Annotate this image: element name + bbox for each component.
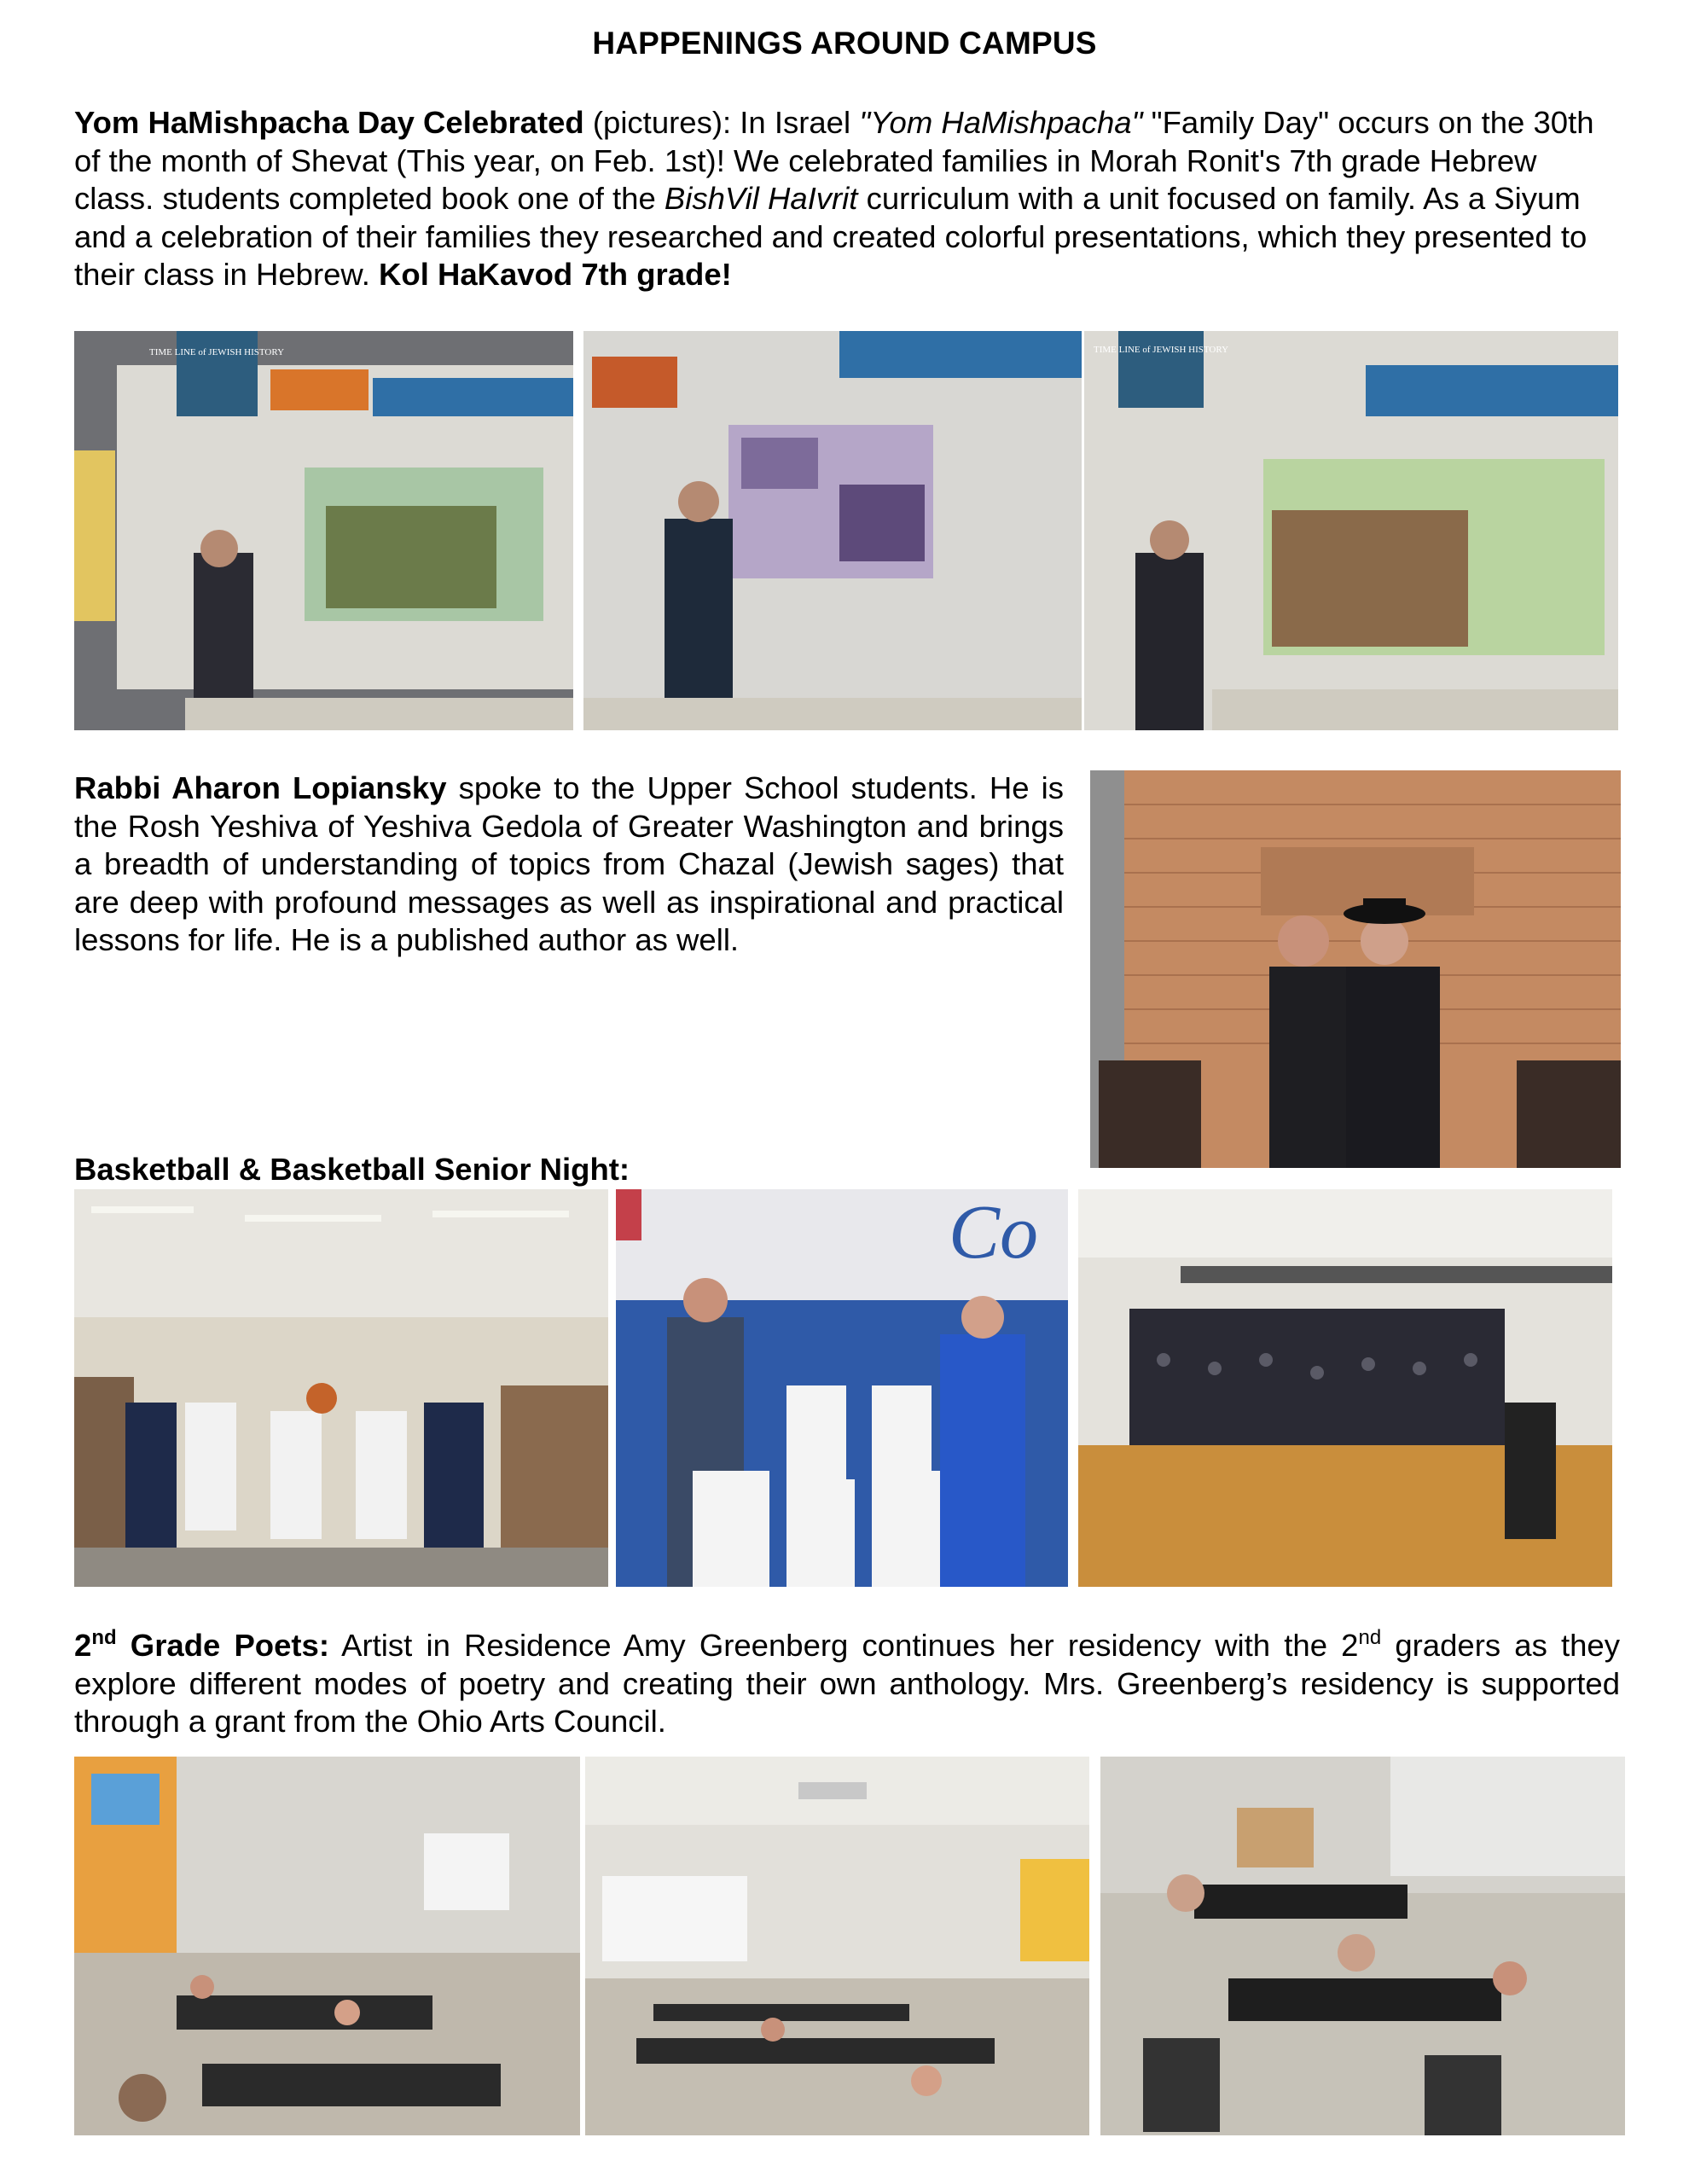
poets-paragraph: 2nd Grade Poets: Artist in Residence Amy Greenberg continues her residency with the 2nd graders as they explore different modes of poetry and creating their own anthology. Mrs. Greenberg’s residency is supported through a grant from the Ohio Arts Council. <box>74 1626 1620 1739</box>
family-day-heading: Yom HaMishpacha Day Celebrated <box>74 105 584 140</box>
gym-crowd-photo <box>1078 1189 1612 1587</box>
classroom-photo-1 <box>74 331 573 730</box>
poets-photo-1 <box>74 1757 580 2135</box>
rabbi-name: Rabbi Aharon Lopiansky <box>74 770 447 805</box>
poets-photo-2 <box>585 1757 1089 2135</box>
poets-photo-3 <box>1100 1757 1625 2135</box>
family-day-paragraph: Yom HaMishpacha Day Celebrated (pictures): In Israel "Yom HaMishpacha" "Family Day" occurs on the 30th of the month of Shevat (This year, on Feb. 1st)! We celebrated families in Morah Ronit's 7th grade Hebrew class. students completed book one of the BishVil HaIvrit curriculum with a unit focused on family. As a Siyum and a celebration of their families they researched and created colorful presentations, which they presented to their class in Hebrew. Kol HaKavod 7th grade! <box>74 105 1594 292</box>
rabbi-paragraph: Rabbi Aharon Lopiansky spoke to the Upper School students. He is the Rosh Yeshiva of Yeshiva Gedola of Greater Washington and brings a breadth of understanding of topics from Chazal (Jewish sages) that are deep with profound messages as well as inspirational and practical lessons for life. He is a published author as well. <box>74 770 1064 957</box>
poets-heading: 2nd Grade Poets: <box>74 1626 330 1663</box>
page-title: HAPPENINGS AROUND CAMPUS <box>592 26 1097 61</box>
timeline-sign-text-2: TIME LINE of JEWISH HISTORY <box>1093 345 1229 355</box>
classroom-photo-2 <box>583 331 1082 730</box>
timeline-sign-text: TIME LINE of JEWISH HISTORY <box>148 347 285 357</box>
basketball-team-photo <box>74 1189 608 1587</box>
basketball-heading: Basketball & Basketball Senior Night: <box>74 1152 630 1187</box>
classroom-photo-3 <box>1084 331 1618 730</box>
svg-text:Co: Co <box>949 1190 1039 1275</box>
rabbi-photo <box>1090 770 1621 1168</box>
senior-night-photo <box>616 1189 1068 1587</box>
